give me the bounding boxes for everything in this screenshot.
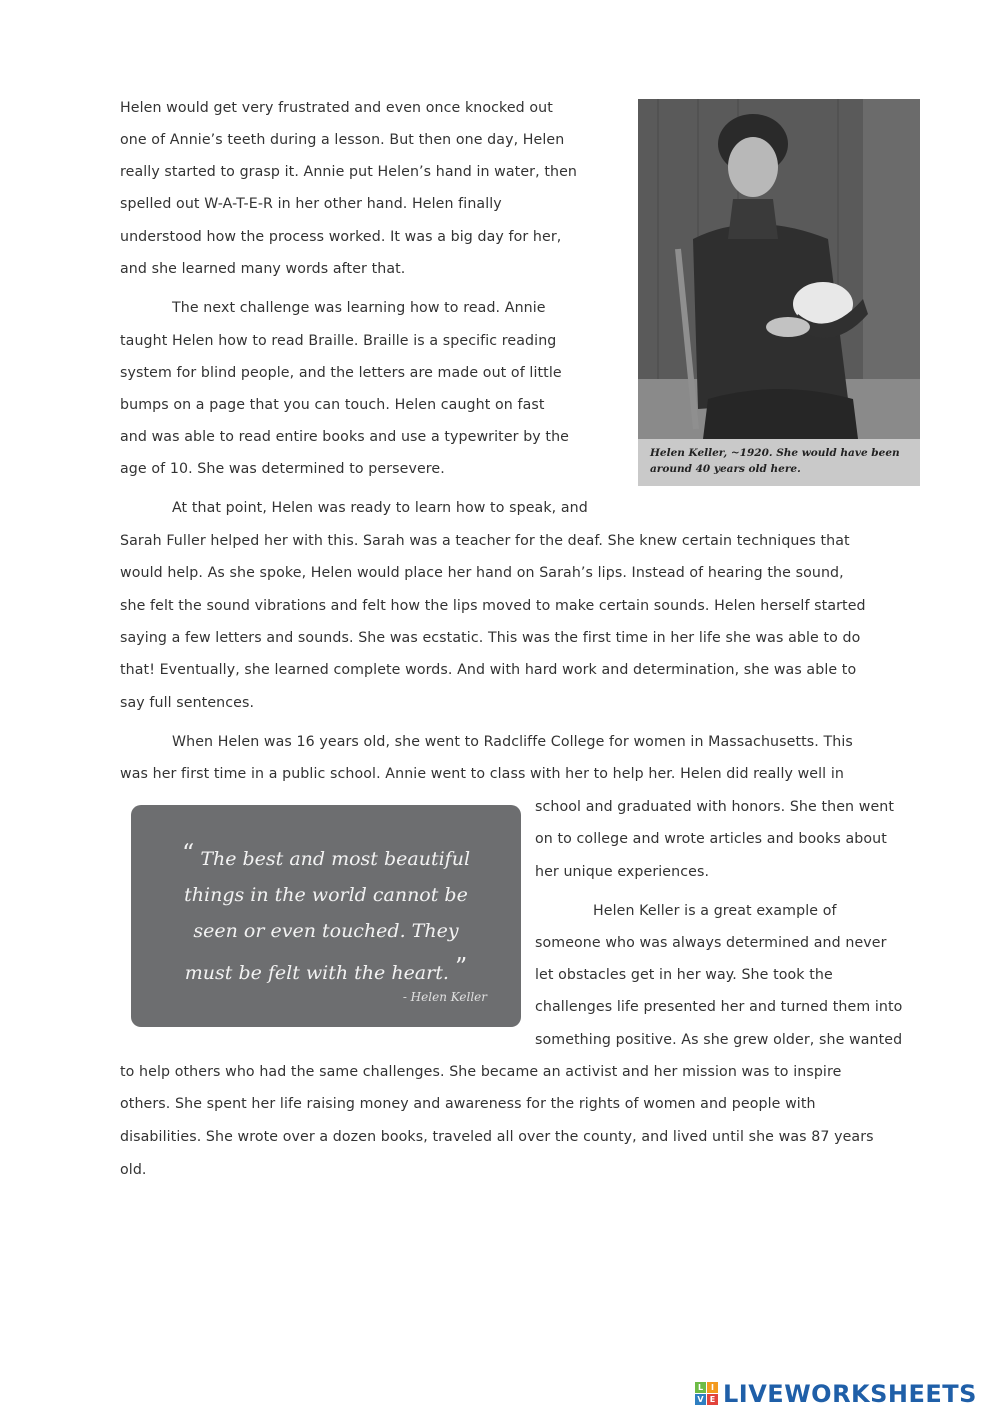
logo-tile: E: [707, 1394, 718, 1405]
liveworksheets-logo[interactable]: [695, 1379, 977, 1409]
paragraph-3-line: would help. As she spoke, Helen would place her hand on Sarah’s lips. Instead of hearing the sound,: [120, 565, 844, 581]
open-quote-mark: “: [181, 839, 195, 867]
paragraph-1-line: Helen would get very frustrated and even once knocked out: [120, 100, 553, 116]
logo-tiles-icon: [695, 1382, 719, 1406]
paragraph-2-line: bumps on a page that you can touch. Helen caught on fast: [120, 397, 545, 413]
logo-tile: L: [695, 1382, 706, 1393]
paragraph-4-line: When Helen was 16 years old, she went to Radcliffe College for women in Massachusetts. This: [172, 734, 853, 750]
paragraph-4-line: her unique experiences.: [535, 864, 710, 880]
paragraph-1-line: spelled out W-A-T-E-R in her other hand. Helen finally: [120, 196, 502, 212]
paragraph-4-line: was her first time in a public school. Annie went to class with her to help her. Helen did really well in: [120, 766, 844, 782]
paragraph-3-line: that! Eventually, she learned complete words. And with hard work and determination, she was able to: [120, 662, 857, 678]
logo-text: LIVEWORKSHEETS: [723, 1380, 977, 1408]
close-quote-mark: ”: [454, 953, 468, 981]
helen-keller-photo: [638, 99, 920, 486]
paragraph-5-line: someone who was always determined and never: [535, 935, 887, 951]
paragraph-4-line: on to college and wrote articles and books about: [535, 831, 887, 847]
quote-line: seen or even touched. They: [193, 920, 459, 942]
paragraph-3-line: Sarah Fuller helped her with this. Sarah was a teacher for the deaf. She knew certain techniques that: [120, 533, 850, 549]
paragraph-5-line: something positive. As she grew older, she wanted: [535, 1032, 903, 1048]
paragraph-2-line: age of 10. She was determined to persevere.: [120, 461, 445, 477]
paragraph-5-line: challenges life presented her and turned them into: [535, 999, 903, 1015]
paragraph-5-line: Helen Keller is a great example of: [593, 903, 837, 919]
paragraph-2-line: and was able to read entire books and use a typewriter by the: [120, 429, 569, 445]
paragraph-5-line: to help others who had the same challenges. She became an activist and her mission was to inspire: [120, 1064, 842, 1080]
logo-tile: V: [695, 1394, 706, 1405]
logo-tile: I: [707, 1382, 718, 1393]
paragraph-4-line: school and graduated with honors. She then went: [535, 799, 895, 815]
paragraph-2-line: system for blind people, and the letters are made out of little: [120, 365, 562, 381]
quote-text: [151, 835, 501, 991]
paragraph-2-line: The next challenge was learning how to read. Annie: [172, 300, 546, 316]
paragraph-1-line: and she learned many words after that.: [120, 261, 406, 277]
quote-box: [131, 805, 521, 1027]
paragraph-2-line: taught Helen how to read Braille. Braille is a specific reading: [120, 333, 557, 349]
quote-line: must be felt with the heart.: [184, 962, 449, 984]
paragraph-5-line: old.: [120, 1162, 147, 1178]
paragraph-5-line: disabilities. She wrote over a dozen books, traveled all over the county, and lived until she was 87 years: [120, 1129, 874, 1145]
quote-line: The best and most beautiful: [200, 848, 471, 870]
paragraph-1-line: one of Annie’s teeth during a lesson. But then one day, Helen: [120, 132, 565, 148]
paragraph-3-line: say full sentences.: [120, 695, 255, 711]
paragraph-5-line: others. She spent her life raising money and awareness for the rights of women and people with: [120, 1096, 816, 1112]
paragraph-1-line: understood how the process worked. It was a big day for her,: [120, 229, 562, 245]
paragraph-5-line: let obstacles get in her way. She took the: [535, 967, 833, 983]
portrait-illustration: [638, 99, 920, 439]
paragraph-3-line: she felt the sound vibrations and felt how the lips moved to make certain sounds. Helen herself started: [120, 598, 866, 614]
quote-line: things in the world cannot be: [184, 884, 468, 906]
paragraph-3-line: At that point, Helen was ready to learn how to speak, and: [172, 500, 588, 516]
photo-caption: Helen Keller, ~1920. She would have been around 40 years old here.: [650, 447, 900, 475]
paragraph-3-line: saying a few letters and sounds. She was ecstatic. This was the first time in her life she was able to do: [120, 630, 861, 646]
quote-author: - Helen Keller: [402, 990, 487, 1004]
paragraph-1-line: really started to grasp it. Annie put Helen’s hand in water, then: [120, 164, 578, 180]
